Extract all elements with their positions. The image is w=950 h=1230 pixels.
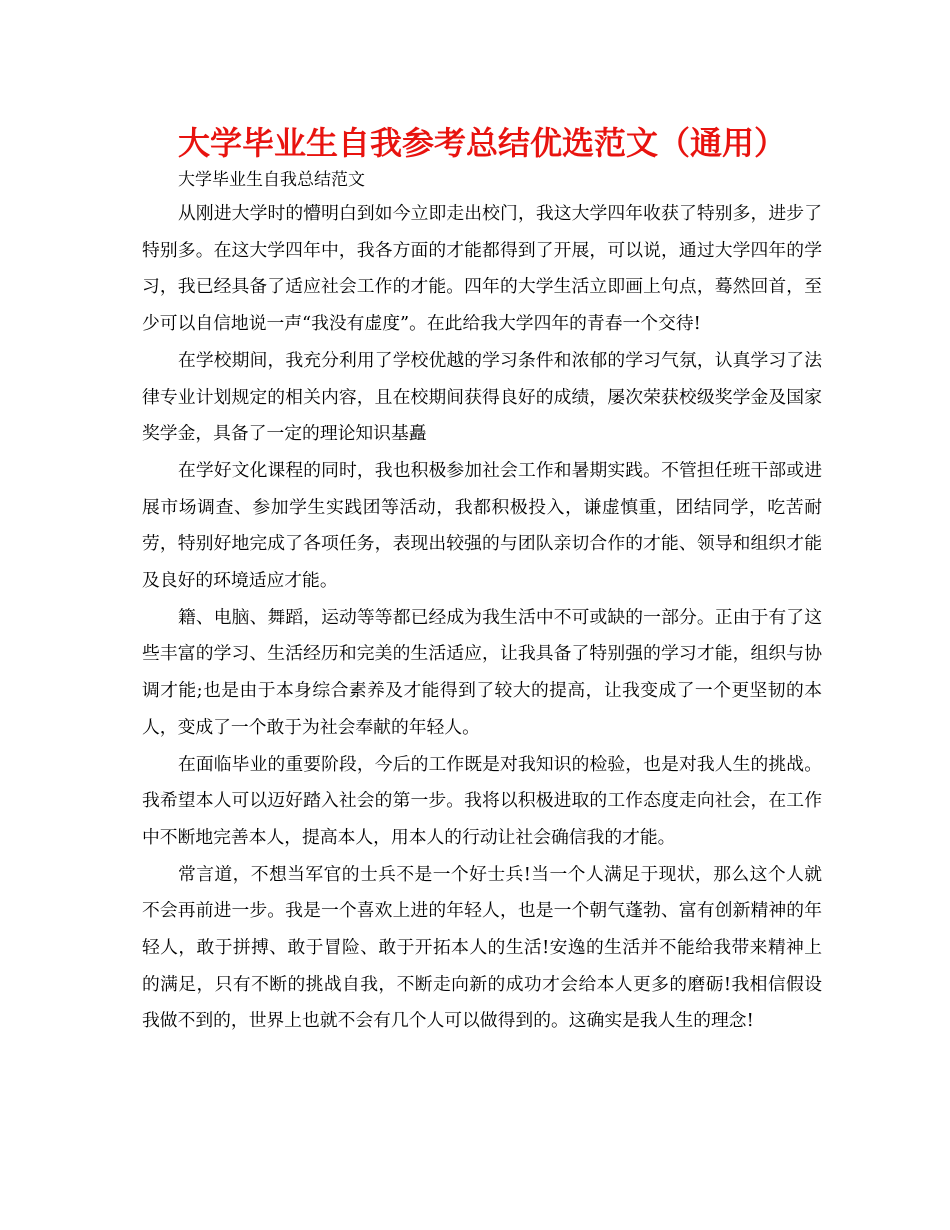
paragraph-2: 在学校期间，我充分利用了学校优越的学习条件和浓郁的学习气氛，认真学习了法律专业计划规定的相关内容，且在校期间获得良好的成绩，屡次荣获校级奖学金及国家奖学金，具备了一定的理论知识基矗 [142,349,822,445]
paragraph-1: 从刚进大学时的懵明白到如今立即走出校门，我这大学四年收获了特别多，进步了特别多。在这大学四年中，我各方面的才能都得到了开展，可以说，通过大学四年的学习，我已经具备了适应社会工作的才能。四年的大学生活立即画上句点，蓦然回首，至少可以自信地说一声“我没有虚度”。在此给我大学四年的青春一个交待! [142,203,822,335]
paragraph-3: 在学好文化课程的同时，我也积极参加社会工作和暑期实践。不管担任班干部或进展市场调查、参加学生实践团等活动，我都积极投入，谦虚慎重，团结同学，吃苦耐劳，特别好地完成了各项任务，表现出较强的与团队亲切合作的才能、领导和组织才能及良好的环境适应才能。 [142,459,822,592]
document-title: 大学毕业生自我参考总结优选范文（通用） [178,124,787,162]
paragraph-4: 籍、电脑、舞蹈，运动等等都已经成为我生活中不可或缺的一部分。正由于有了这些丰富的学习、生活经历和完美的生活适应，让我具备了特别强的学习才能，组织与协调才能;也是由于本身综合素养及才能得到了较大的提高，让我变成了一个更坚韧的本人，变成了一个敢于为社会奉献的年轻人。 [142,606,822,738]
document-subtitle: 大学毕业生自我总结范文 [178,170,365,190]
document-body [142,196,822,1040]
paragraph-6: 常言道，不想当军官的士兵不是一个好士兵!当一个人满足于现状，那么这个人就不会再前进一步。我是一个喜欢上进的年轻人，也是一个朝气蓬勃、富有创新精神的年轻人，敢于拼搏、敢于冒险、敢于开拓本人的生活!安逸的生活并不能给我带来精神上的满足，只有不断的挑战自我，不断走向新的成功才会给本人更多的磨砺!我相信假设我做不到的，世界上也就不会有几个人可以做得到的。这确实是我人生的理念! [142,863,822,1032]
paragraph-5: 在面临毕业的重要阶段，今后的工作既是对我知识的检验，也是对我人生的挑战。我希望本人可以迈好踏入社会的第一步。我将以积极进取的工作态度走向社会，在工作中不断地完善本人，提高本人，用本人的行动让社会确信我的才能。 [142,753,822,848]
